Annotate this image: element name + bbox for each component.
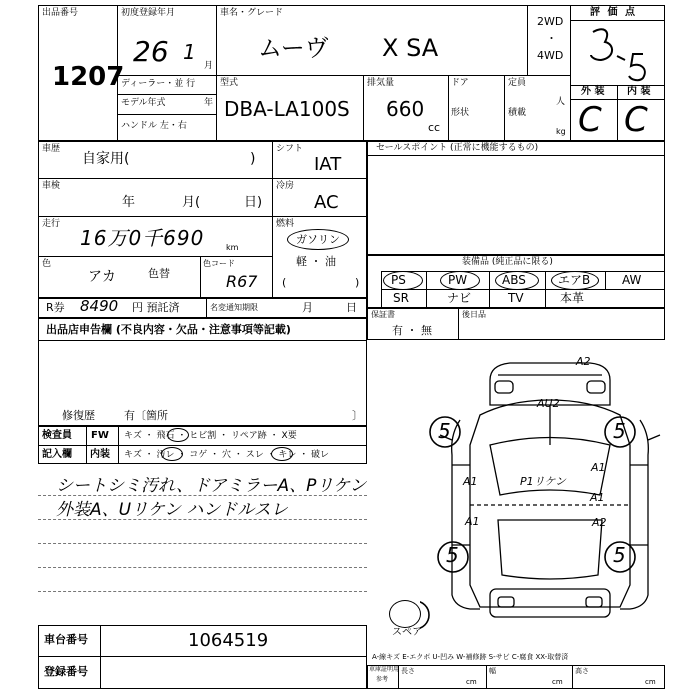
int-grade: C: [624, 100, 648, 140]
tire-front-left: 5: [438, 419, 451, 443]
recycle-label: R券: [46, 301, 65, 314]
shift-label: シフト: [276, 144, 304, 154]
lot-number: 1207: [52, 62, 125, 92]
sales-point-label: セールスポイント (正常に機能するもの): [376, 143, 539, 153]
mark-front-bumper: A2: [576, 355, 591, 368]
notes-line1: シートシミ汚れ、ドアミラーA、Pリケン: [56, 476, 367, 496]
cert-label: 車庫証明用: [369, 666, 400, 673]
car-damage-diagram: [420, 345, 670, 645]
entry-label: 記入欄: [42, 449, 72, 460]
spare-label: スペア: [392, 627, 422, 638]
equip-pw: PW: [448, 273, 468, 287]
color-value: アカ: [88, 269, 116, 285]
cert-width: 幅: [489, 667, 496, 675]
model-code: DBA-LA100S: [224, 97, 350, 121]
displacement-label: 排気量: [367, 78, 395, 88]
warranty-value: 有 ・ 無: [392, 324, 432, 337]
damage-legend: A-線キズ E-エクボ U-凹み W-補修跡 S-サビ C-腐食 XX-取替済: [372, 653, 569, 661]
lot-label: 出品番号: [42, 8, 79, 18]
score-label: 評 価 点: [590, 7, 637, 18]
car-name: ムーヴ: [258, 34, 329, 62]
warranty-label: 保証書: [371, 310, 395, 319]
history-value: 自家用(: [82, 151, 130, 167]
ext-grade-label: 外 装: [581, 86, 605, 97]
car-name-label: 車名・グレード: [220, 8, 284, 18]
notes-line2: 外装A、Uリケン ハンドルスレ: [56, 500, 288, 520]
fuel-gasoline: ガソリン: [296, 233, 340, 246]
first-reg-label: 初度登録年月: [121, 8, 176, 18]
fw-label: FW: [91, 430, 109, 441]
color-label: 色: [42, 259, 52, 269]
shape-label: 形状: [451, 108, 470, 118]
tire-rear-right: 5: [613, 543, 626, 567]
mileage-value: 16万0千690: [80, 226, 205, 250]
name-change-label: 名変通知期限: [210, 303, 258, 312]
first-reg-month: 1: [183, 40, 196, 64]
cert-length: 長さ: [401, 667, 415, 675]
repair-value: 有〔箇所: [124, 409, 168, 422]
chassis-label: 車台番号: [44, 633, 88, 646]
fw-damage-options: キズ ・ 飛石 ・ ヒビ割 ・ リペア跡 ・ X要: [124, 431, 297, 441]
mark-right-fender: A1: [590, 491, 605, 504]
equip-aw: AW: [622, 273, 642, 287]
model-year-label: モデル年式: [121, 98, 166, 108]
equip-sr: SR: [393, 291, 409, 305]
mileage-label: 走行: [42, 219, 61, 229]
car-grade: X SA: [382, 34, 439, 62]
mark-right-door-rear: A2: [592, 516, 607, 529]
inspector-label: 検査員: [42, 430, 72, 441]
inspection-label: 車検: [42, 181, 61, 191]
recycle-amount: 8490: [80, 297, 119, 315]
color-change-label: 色替: [148, 267, 170, 280]
equip-abs-circle: [495, 271, 539, 290]
equipment-label: 装備品 (純正品に限る): [462, 257, 553, 267]
dealer-label: ディーラー・並 行: [121, 79, 196, 89]
tire-front-right: 5: [613, 419, 626, 443]
interior-damage-options: キズ ・ 汚レ ・ コゲ ・ 穴 ・ スレ ・ キレ ・ 破レ: [124, 450, 330, 460]
door-label: ドア: [451, 78, 469, 88]
mark-left-door-front: A1: [463, 475, 478, 488]
drive-4wd: 4WD: [537, 49, 564, 62]
equip-abs: ABS: [502, 273, 526, 287]
equip-leather: 本革: [560, 291, 585, 305]
equip-tv: TV: [508, 291, 524, 305]
tire-rear-left: 5: [446, 543, 459, 567]
fuel-label: 燃料: [276, 219, 295, 229]
ext-grade: C: [578, 100, 602, 140]
score-handwritten: [585, 22, 660, 84]
handle-label: ハンドル 左・右: [121, 121, 187, 131]
capacity-label: 定員: [508, 78, 527, 88]
equip-ps: PS: [391, 273, 406, 287]
first-reg-year: 26: [133, 35, 169, 68]
equip-airbag-circle: [551, 271, 599, 290]
registration-label: 登録番号: [44, 665, 88, 678]
chassis-number: 1064519: [188, 630, 269, 651]
spare-circle: [389, 600, 421, 628]
load-label: 積載: [508, 108, 527, 118]
after-label: 後日品: [462, 310, 486, 319]
displacement: 660: [386, 97, 425, 121]
mark-hood: AU2: [537, 397, 560, 410]
drive-2wd: 2WD: [537, 15, 564, 28]
equip-ps-circle: [383, 271, 423, 290]
ac-value: AC: [314, 192, 339, 213]
mark-left-door-rear: A1: [465, 515, 480, 528]
declaration-label: 出品店申告欄 (不良内容・欠品・注意事項等記載): [46, 323, 291, 336]
equip-navi: ナビ: [447, 291, 472, 305]
color-code-label: 色コード: [203, 259, 235, 268]
cert-height: 高さ: [575, 667, 589, 675]
equip-pw-circle: [440, 271, 480, 290]
int-grade-label: 内 装: [627, 86, 651, 97]
history-label: 車歴: [42, 144, 61, 154]
equip-airbag: エアB: [558, 273, 591, 287]
sales-point-frame: [367, 141, 665, 255]
interior-label: 内装: [90, 449, 110, 460]
repair-label: 修復歴: [62, 409, 95, 422]
mark-right-door-front: A1: [591, 461, 606, 474]
ac-label: 冷房: [276, 181, 295, 191]
color-code: R67: [226, 272, 258, 291]
model-code-label: 型式: [220, 78, 239, 88]
mark-roof: P1リケン: [520, 475, 566, 488]
shift-value: IAT: [314, 154, 342, 175]
